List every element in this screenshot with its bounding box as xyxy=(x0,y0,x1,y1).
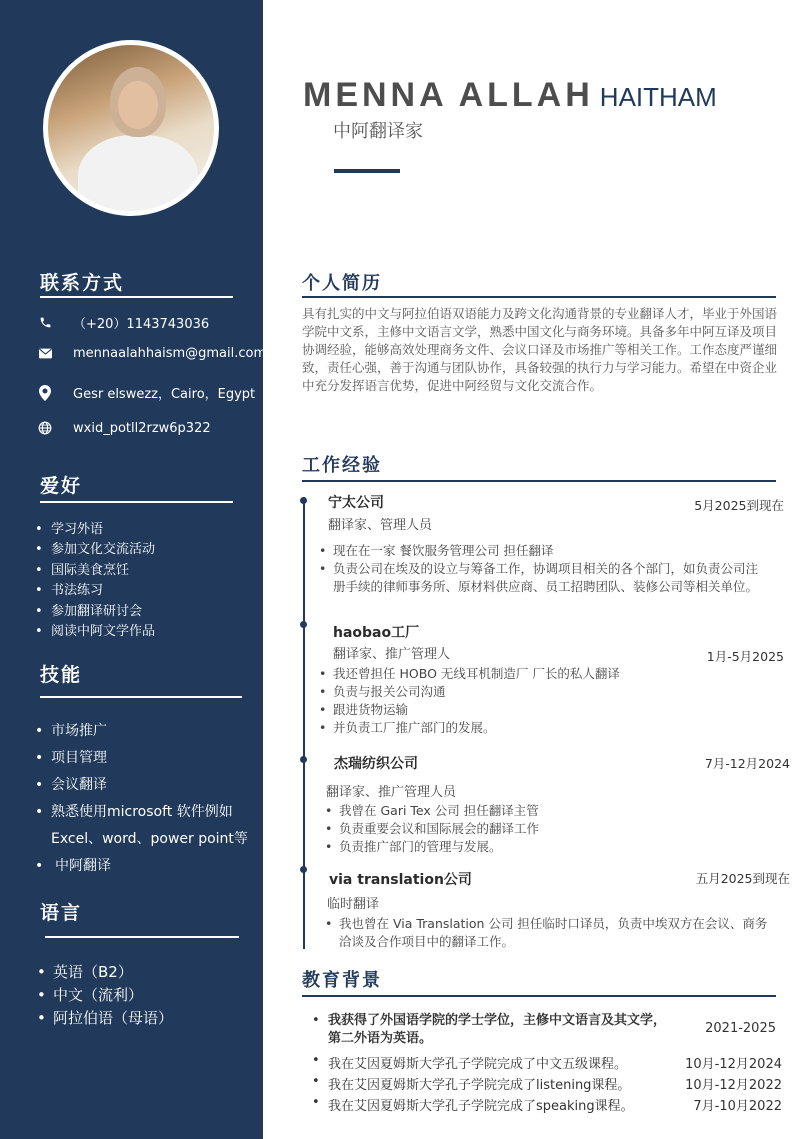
job-date: 1月-5月2025 xyxy=(706,649,784,664)
title-accent-bar xyxy=(334,169,400,173)
skills-list xyxy=(35,718,248,880)
education-divider xyxy=(302,995,776,997)
list-item: • 负责重要会议和国际展会的翻译工作 xyxy=(325,820,765,838)
wechat-text: wxid_potll2rzw6p322 xyxy=(73,420,211,436)
hobbies-divider xyxy=(40,501,233,503)
job-position: 翻译家、推广管理人员 xyxy=(326,785,457,800)
job-bullets xyxy=(325,915,770,951)
summary-text: 具有扎实的中文与阿拉伯语双语能力及跨文化沟通背景的专业翻译人才，毕业于外国语学院中文系，主修中文语言文学，熟悉中国文化与商务环境。具备多年中阿互译及项目协调经验，能够高效处理商务文件、会议口译及市场推广等相关工作。工作态度严谨细致，责任心强，善于沟通与团队协作，具备较强的执行力与学习能力。希望在中资企业中充分发挥语言优势，促进中阿经贸与文化交流合作。 xyxy=(302,306,778,393)
list-item: • 负责推广部门的管理与发展。 xyxy=(325,838,765,856)
education-date: 2021-2025 xyxy=(705,1021,776,1036)
education-date: 10月-12月2022 xyxy=(685,1078,782,1093)
job-company: 宁太公司 xyxy=(328,495,384,511)
contact-phone xyxy=(37,313,209,332)
contact-wechat xyxy=(37,420,211,436)
skills-heading: 技能 xyxy=(40,664,83,686)
contact-heading: 联系方式 xyxy=(40,272,125,294)
sidebar xyxy=(0,0,267,1139)
list-item: • 书法练习 xyxy=(35,581,155,601)
list-item: • 学习外语 xyxy=(35,520,155,540)
list-item: • 我曾在 Gari Tex 公司 担任翻译主管 xyxy=(325,802,765,820)
job-date: 5月2025到现在 xyxy=(694,498,784,513)
summary-heading: 个人简历 xyxy=(302,273,382,294)
job-position: 翻译家、管理人员 xyxy=(328,518,433,533)
profile-photo-image xyxy=(48,45,214,211)
education-text: 我在艾因夏姆斯大学孔子学院完成了中文五级课程。 xyxy=(328,1057,628,1072)
list-item: Excel、word、power point等 xyxy=(51,831,248,847)
location-icon xyxy=(37,385,53,401)
education-text: 我在艾因夏姆斯大学孔子学院完成了listening课程。 xyxy=(328,1078,631,1093)
timeline-dot xyxy=(300,621,307,628)
email-text[interactable]: mennaalahhaism@gmail.com xyxy=(73,345,267,361)
list-item: • 项目管理 xyxy=(35,745,248,772)
job-company: 杰瑞纺织公司 xyxy=(334,756,418,772)
education-heading: 教育背景 xyxy=(302,970,382,991)
list-item: • 英语（B2） xyxy=(37,961,173,984)
job-date: 7月-12月2024 xyxy=(704,756,790,771)
phone-icon xyxy=(37,315,53,331)
education-text: 我在艾因夏姆斯大学孔子学院完成了speaking课程。 xyxy=(328,1099,634,1114)
first-name: MENNA ALLAH xyxy=(303,76,594,114)
email-icon xyxy=(37,345,53,361)
education-date: 10月-12月2024 xyxy=(685,1057,782,1072)
list-item: • 我还曾担任 HOBO 无线耳机制造厂 厂长的私人翻译 xyxy=(319,665,759,683)
hobbies-heading: 爱好 xyxy=(40,475,83,497)
list-item: • 市场推广 xyxy=(35,718,248,745)
timeline-dot xyxy=(300,866,307,873)
globe-icon xyxy=(37,420,53,436)
job-company: haobao工厂 xyxy=(333,625,420,641)
languages-divider xyxy=(45,936,239,938)
profile-photo xyxy=(43,40,219,216)
timeline-dot xyxy=(300,497,307,504)
list-item: • 我也曾在 Via Translation 公司 担任临时口译员，负责中埃双方在会议、商务洽谈及合作项目中的翻译工作。 xyxy=(325,915,770,951)
education-date: 7月-10月2022 xyxy=(693,1099,782,1114)
timeline-dot xyxy=(300,756,307,763)
job-position: 翻译家、推广管理人 xyxy=(333,647,451,662)
languages-list xyxy=(37,961,173,1030)
list-item: • 阅读中阿文学作品 xyxy=(35,622,155,642)
experience-divider xyxy=(302,480,776,482)
skills-divider xyxy=(40,696,242,698)
job-bullets xyxy=(319,665,759,737)
location-text: Gesr elswezz，Cairo，Egypt xyxy=(73,387,256,402)
list-item: • 阿拉伯语（母语） xyxy=(37,1007,173,1030)
list-item: • 现在在一家 餐饮服务管理公司 担任翻译 xyxy=(319,542,764,560)
list-item: • 中阿翻译 xyxy=(35,853,248,880)
list-item: • 负责与报关公司沟通 xyxy=(319,683,759,701)
list-item: • 并负责工厂推广部门的发展。 xyxy=(319,719,759,737)
experience-timeline xyxy=(303,497,305,949)
summary-divider xyxy=(302,296,776,298)
job-title: 中阿翻译家 xyxy=(333,121,423,142)
phone-text[interactable]: （+20）1143743036 xyxy=(73,317,210,332)
languages-heading: 语言 xyxy=(40,902,83,924)
job-position: 临时翻译 xyxy=(327,897,380,912)
list-item: • 国际美食烹饪 xyxy=(35,561,155,581)
contact-divider xyxy=(40,296,233,298)
list-item: • 熟悉使用microsoft 软件例如 xyxy=(35,799,248,826)
list-item: • 参加翻译研讨会 xyxy=(35,602,155,622)
job-bullets xyxy=(325,802,765,856)
list-item: • 跟进货物运输 xyxy=(319,701,759,719)
experience-heading: 工作经验 xyxy=(302,455,382,476)
job-company: via translation公司 xyxy=(329,872,472,888)
list-item: • 会议翻译 xyxy=(35,772,248,799)
education-text: 我获得了外国语学院的学士学位，主修中文语言及其文学，第二外语为英语。 xyxy=(328,1013,667,1046)
contact-email xyxy=(37,345,266,361)
list-item: • 中文（流利） xyxy=(37,984,173,1007)
last-name: HAITHAM xyxy=(599,82,717,112)
candidate-name xyxy=(303,76,717,115)
job-bullets xyxy=(319,542,764,596)
contact-location xyxy=(37,383,255,402)
list-item: • 参加文化交流活动 xyxy=(35,540,155,560)
job-date: 五月2025到现在 xyxy=(695,871,790,886)
list-item: • 负责公司在埃及的设立与筹备工作，协调项目相关的各个部门，如负责公司注册手续的律师事务所、原材料供应商、员工招聘团队、装修公司等相关单位。 xyxy=(319,560,764,596)
hobbies-list xyxy=(35,520,155,642)
